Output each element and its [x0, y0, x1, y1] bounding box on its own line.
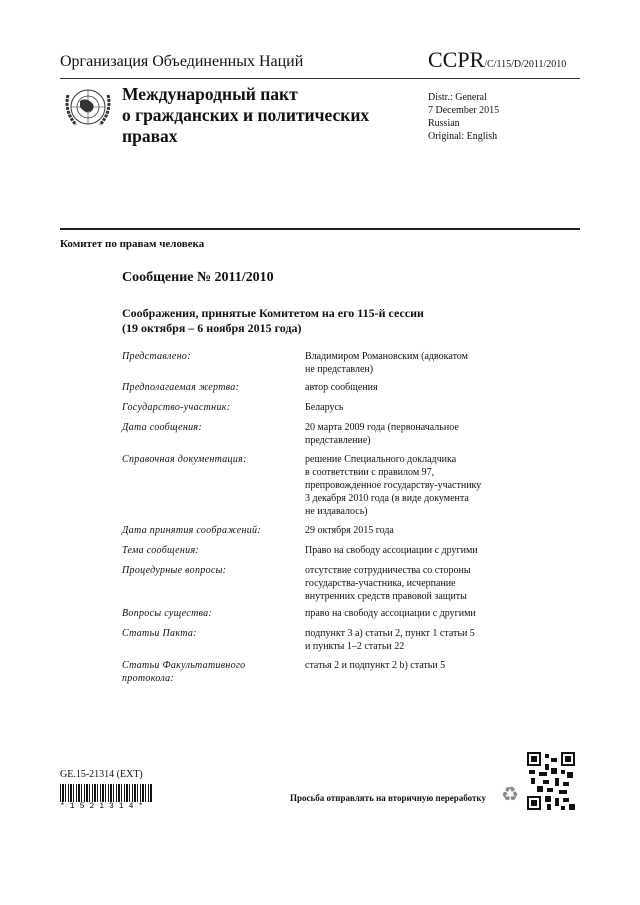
date-line: 7 December 2015 — [428, 105, 500, 116]
row-value: право на свободу ассоциации с другими — [305, 608, 476, 619]
barcode — [60, 784, 152, 802]
original-line: Original: English — [428, 131, 498, 142]
distr-line: Distr.: General — [428, 92, 487, 103]
row-label: Статьи Пакта: — [122, 628, 197, 639]
row-value: подпункт 3 а) статьи 2, пункт 1 статьи 5 и пункты 1–2 статьи 22 — [305, 628, 475, 652]
row-label: Представлено: — [122, 351, 191, 362]
qr-code-icon — [527, 752, 575, 810]
title-line: Международный пакт — [122, 84, 298, 104]
row-value: 29 октября 2015 года — [305, 525, 394, 536]
row-value: Владимиром Романовским (адвокатом не представлен) — [305, 351, 468, 375]
committee-name: Комитет по правам человека — [60, 238, 205, 250]
symbol-rest: /C/115/D/2011/2010 — [484, 59, 567, 70]
row-label: Статьи Факультативного протокола: — [122, 660, 246, 684]
symbol-main: CCPR — [428, 47, 485, 72]
language-line: Russian — [428, 118, 460, 129]
un-emblem-icon — [62, 83, 114, 135]
organization-name: Организация Объединенных Наций — [60, 53, 304, 70]
row-value: статья 2 и подпункт 2 b) статьи 5 — [305, 660, 446, 671]
row-label: Вопросы существа: — [122, 608, 213, 619]
title-line: правах — [122, 126, 178, 146]
row-value: Право на свободу ассоциации с другими — [305, 545, 478, 556]
title-line: о гражданских и политических — [122, 105, 370, 125]
row-value: 20 марта 2009 года (первоначальное представление) — [305, 422, 459, 446]
row-value: автор сообщения — [305, 382, 378, 393]
row-label: Процедурные вопросы: — [122, 565, 227, 576]
row-value: решение Специального докладчика в соответствии с правилом 97, препровожденное государству-участнику 3 декабря 2010 года (в виде документа не издавалось) — [305, 454, 482, 517]
subtitle-line: Соображения, принятые Комитетом на его 115-й сессии — [122, 306, 424, 320]
row-label: Дата сообщения: — [122, 422, 202, 433]
row-value: Беларусь — [305, 402, 344, 413]
recycle-note: Просьба отправлять на вторичную переработку — [290, 793, 486, 803]
row-label: Предполагаемая жертва: — [122, 382, 240, 393]
views-subtitle — [122, 306, 424, 336]
row-value: отсутствие сотрудничества со стороны государства-участника, исчерпание внутренних средств правовой защиты — [305, 565, 471, 602]
row-label: Дата принятия соображений: — [122, 525, 261, 536]
communication-number: Сообщение № 2011/2010 — [122, 270, 274, 285]
row-label: Государство-участник: — [122, 402, 231, 413]
row-label: Справочная документация: — [122, 454, 247, 465]
document-title — [122, 84, 369, 147]
header-rule — [60, 78, 580, 79]
barcode-text: *1521314* — [60, 802, 149, 811]
row-label: Тема сообщения: — [122, 545, 200, 556]
subtitle-line: (19 октября – 6 ноября 2015 года) — [122, 321, 302, 335]
recycle-icon: ♻ — [501, 784, 519, 806]
document-symbol — [428, 47, 566, 73]
document-code: GE.15-21314 (EXT) — [60, 769, 143, 780]
distribution-info — [428, 91, 499, 143]
thick-rule — [60, 228, 580, 230]
